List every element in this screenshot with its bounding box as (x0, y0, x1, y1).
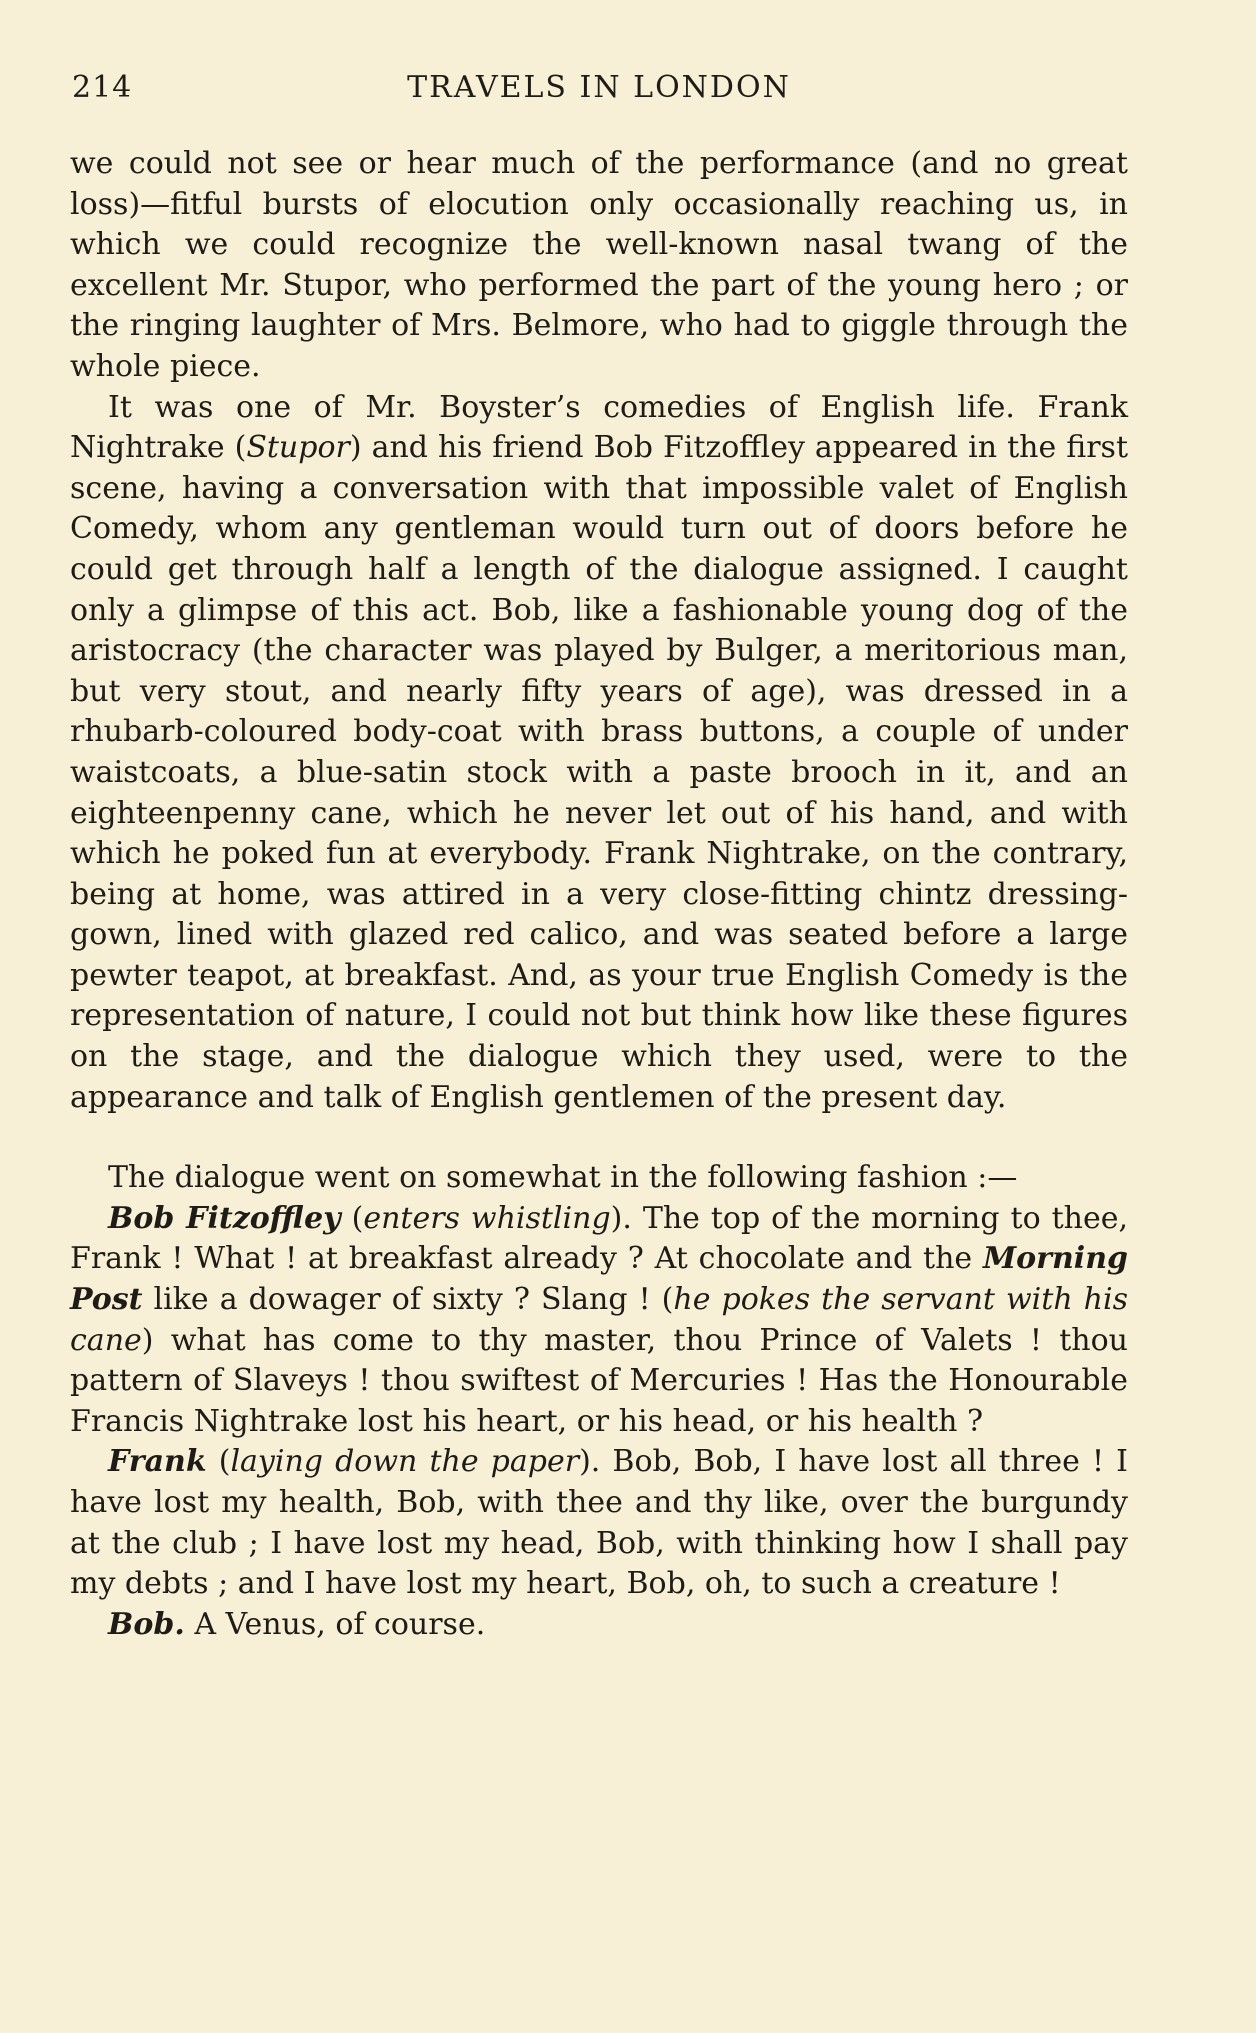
running-title: TRAVELS IN LONDON (407, 70, 791, 105)
newspaper-title: Morning Post (70, 1241, 1128, 1318)
paragraph-4-text-b: like a dowager of sixty ? Slang ! ( (142, 1282, 674, 1318)
paragraph-5: Frank (laying down the paper). Bob, Bob, I have lost all three ! I have lost my health, Bob, with thee and thy like, over the burgundy at the club ; I have lost my head, Bob, with thinking how I shall pay my debts ; and I have lost my heart, Bob, oh, to such a creature ! (70, 1444, 1128, 1602)
paragraph-2-text-b: ) and his friend Bob Fitzoffley appeared in the first scene, having a conversation with that impossible valet of English Comedy, whom any gentleman would turn out of doors before he could get through half a length of the dialogue assigned. I caught only a glimpse of this act. Bob, like a fashionable young dog of the aristocracy (the character was played by Bulger, a meritorious man, but very stout, and nearly fifty years of age), was dressed in a rhubarb-coloured body-coat with brass buttons, a couple of under waistcoats, a blue-satin stock with a paste brooch in it, and an eighteenpenny cane, which he never let out of his hand, and with which he poked fun at everybody. Frank Nightrake, on the contrary, being at home, was attired in a very close-fitting chintz dressing-gown, lined with glazed red calico, and was seated before a large pewter teapot, at breakfast. And, as your true English Comedy is the representation of nature, I could not but think how like these figures on the stage, and the dialogue which they used, were to the appearance and talk of English gentlemen of the present day. (70, 430, 1129, 1115)
paragraph-6 (70, 1605, 1128, 1646)
paragraph-4: Bob Fitzoffley (enters whistling). The top of the morning to thee, Frank ! What ! at breakfast already ? At chocolate and the Morning Post like a dowager of sixty ? Slang ! (he pokes the servant with his cane) what has come to thy master, thou Prince of Valets ! thou pattern of Slaveys ! thou swiftest of Mercuries ! Has the Honourable Francis Nightrake lost his heart, or his head, or his health ? (70, 1200, 1128, 1439)
stage-direction-1: enters whistling (363, 1200, 611, 1236)
stage-direction-3: laying down the paper (230, 1444, 580, 1480)
paragraph-2-text-a: It was one of Mr. Boyster’s comedies of English life. Frank Nightrake ( (70, 389, 1128, 466)
paragraph-2 (70, 388, 1128, 1119)
paragraph-5-text: Bob, Bob, I have lost all three ! I have lost my health, Bob, with thee and thy like, over the burgundy at the club ; I have lost my head, Bob, with thinking how I shall pay my debts ; and I have lost my heart, Bob, oh, to such a creature ! (70, 1444, 1128, 1602)
body-text (70, 144, 1128, 1645)
page-number: 214 (72, 70, 133, 105)
speaker-bob-fitzoffley: Bob Fitzoffley (108, 1200, 341, 1236)
paragraph-1-text: we could not see or hear much of the performance (and no great loss)—fitful bursts of elocution only occasionally reaching us, in which we could recognize the well-known nasal twang of the excellent Mr. Stupor, who performed the part of the young hero ; or the ringing laughter of Mrs. Belmore, who had to giggle through the whole piece. (70, 146, 1128, 384)
speaker-frank: Frank (108, 1444, 207, 1480)
paragraph-4-text-c: ) what has come to thy master, thou Prince of Valets ! thou pattern of Slaveys ! thou swiftest of Mercuries ! Has the Honourable Francis Nightrake lost his heart, or his head, or his health ? (70, 1322, 1128, 1439)
speaker-bob: Bob. (108, 1606, 185, 1642)
paragraph-1 (70, 144, 1128, 388)
paragraph-3-text: The dialogue went on somewhat in the following fashion :— (108, 1160, 1018, 1196)
book-page (70, 70, 1128, 1645)
paragraph-4-text-a: The top of the morning to thee, Frank ! What ! at breakfast already ? At chocolate and the (70, 1200, 1128, 1277)
page-header (70, 70, 1128, 114)
stage-direction-2: he pokes the servant with his cane (70, 1282, 1128, 1358)
paragraph-2-italic: Stupor (246, 430, 350, 466)
paragraph-3 (70, 1158, 1128, 1199)
paragraph-6-text: A Venus, of course. (194, 1606, 486, 1642)
